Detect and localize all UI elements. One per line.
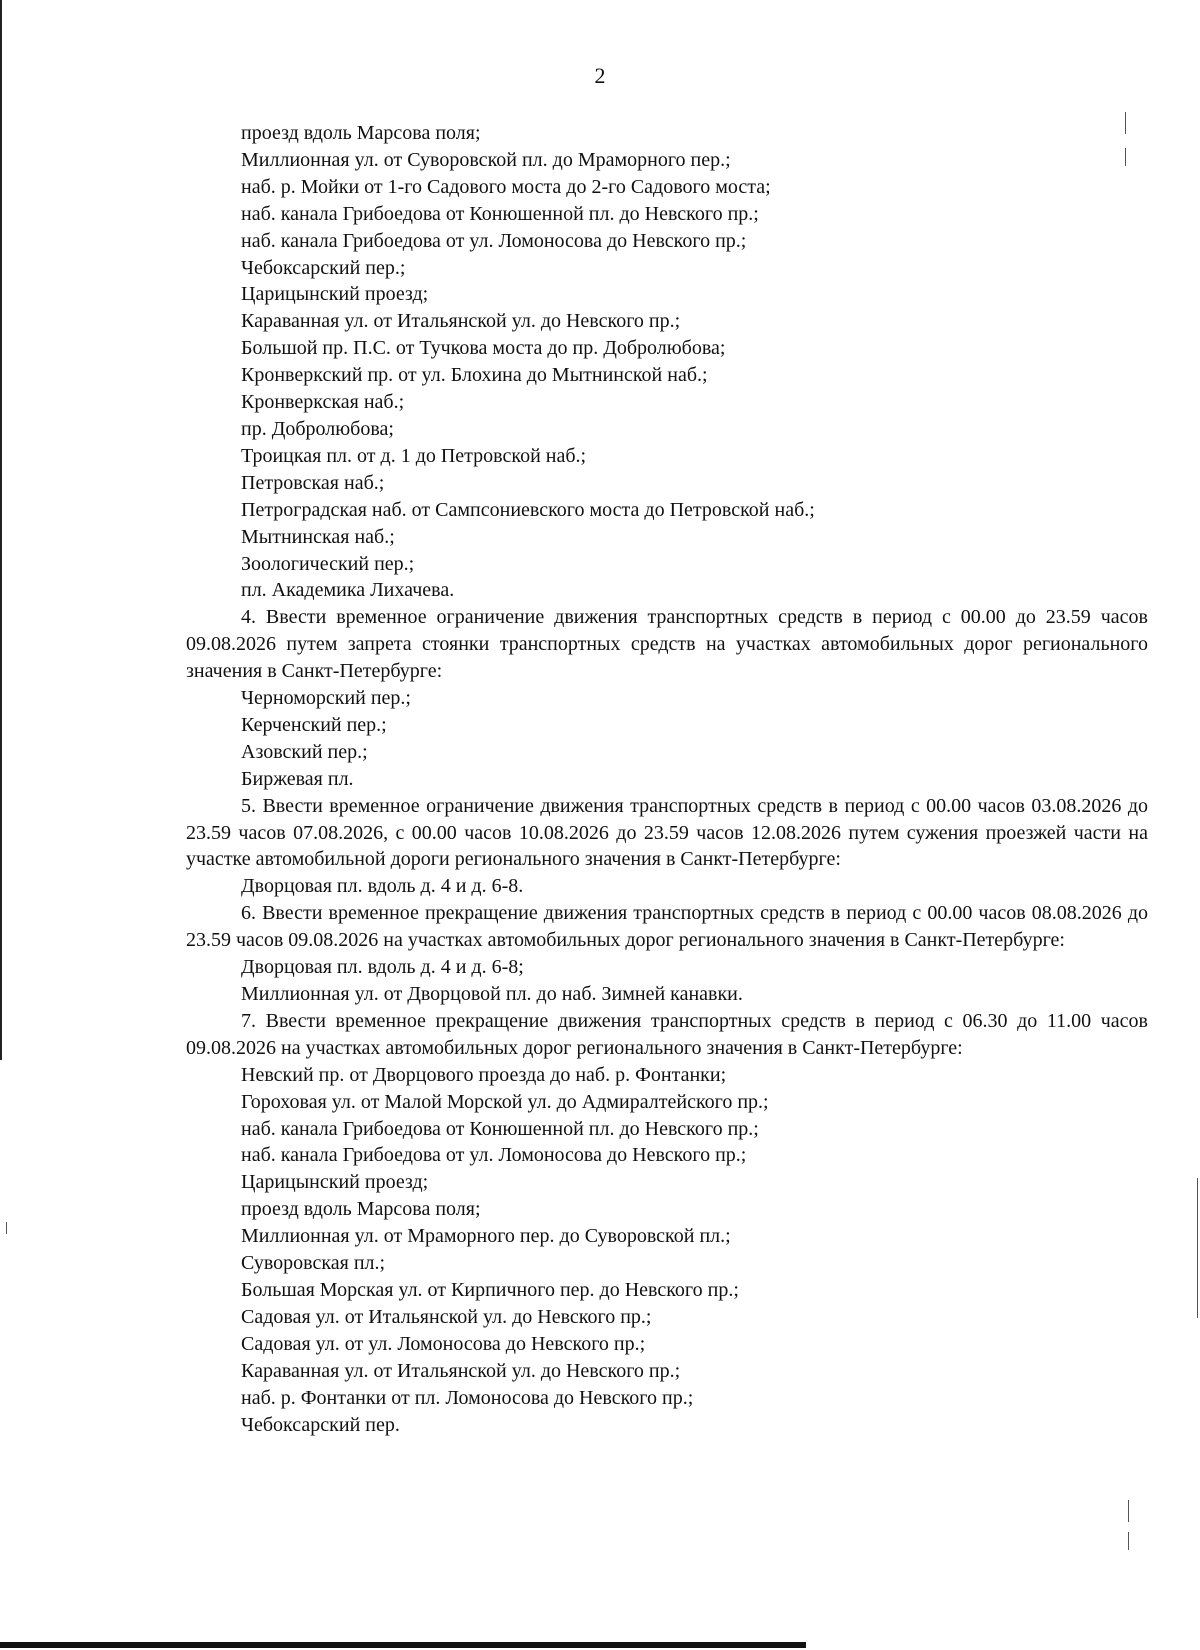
- scan-edge-left: [0, 0, 2, 1060]
- list-item: наб. канала Грибоедова от ул. Ломоносова до Невского пр.;: [241, 229, 747, 252]
- list-item: пл. Академика Лихачева.: [241, 579, 455, 602]
- list-item: проезд вдоль Марсова поля;: [241, 1198, 481, 1221]
- list-item: Караванная ул. от Итальянской ул. до Невского пр.;: [241, 1359, 681, 1382]
- scan-mark: [1125, 148, 1126, 166]
- paragraph-7: 7. Ввести временное прекращение движения транспортных средств в период с 06.30 до 11.00 часов 09.08.2026 на участках автомобильных дорог регионального значения в Санкт-Петербурге:: [186, 1009, 1148, 1059]
- list-item: наб. р. Мойки от 1-го Садового моста до 2-го Садового моста;: [241, 175, 771, 198]
- list-item: пр. Добролюбова;: [241, 417, 394, 440]
- scan-mark: [1197, 1178, 1198, 1318]
- list-item: Кронверкская наб.;: [241, 391, 405, 414]
- list-item: Дворцовая пл. вдоль д. 4 и д. 6-8;: [241, 956, 524, 979]
- list-item: Зоологический пер.;: [241, 552, 415, 575]
- list-item: Кронверкский пр. от ул. Блохина до Мытнинской наб.;: [241, 364, 708, 387]
- list-item: Садовая ул. от Итальянской ул. до Невского пр.;: [241, 1305, 652, 1328]
- list-item: Гороховая ул. от Малой Морской ул. до Адмиралтейского пр.;: [241, 1090, 769, 1113]
- list-item: наб. канала Грибоедова от ул. Ломоносова до Невского пр.;: [241, 1144, 747, 1167]
- list-item: Миллионная ул. от Суворовской пл. до Мраморного пер.;: [241, 148, 731, 171]
- scan-mark: [1125, 112, 1126, 134]
- document-body: [186, 120, 1148, 1438]
- list-item: наб. канала Грибоедова от Конюшенной пл. до Невского пр.;: [241, 202, 759, 225]
- street-list-group-1: [186, 120, 1148, 604]
- list-item: Миллионная ул. от Мраморного пер. до Суворовской пл.;: [241, 1225, 731, 1248]
- list-item: Азовский пер.;: [241, 740, 368, 763]
- list-item: Суворовская пл.;: [241, 1252, 386, 1275]
- list-item: Троицкая пл. от д. 1 до Петровской наб.;: [241, 444, 587, 467]
- list-item: наб. канала Грибоедова от Конюшенной пл. до Невского пр.;: [241, 1117, 759, 1140]
- street-list-group-6: [186, 954, 1148, 1008]
- list-item: наб. р. Фонтанки от пл. Ломоносова до Невского пр.;: [241, 1386, 694, 1409]
- list-item: Керченский пер.;: [241, 713, 387, 736]
- list-item: Петровская наб.;: [241, 471, 385, 494]
- street-list-group-7: [186, 1062, 1148, 1439]
- list-item: Большой пр. П.С. от Тучкова моста до пр. Добролюбова;: [241, 337, 726, 360]
- list-item: Биржевая пл.: [241, 767, 354, 790]
- list-item: проезд вдоль Марсова поля;: [241, 122, 481, 144]
- list-item: Чебоксарский пер.;: [241, 256, 406, 279]
- list-item: Чебоксарский пер.: [241, 1413, 400, 1436]
- list-item: Миллионная ул. от Дворцовой пл. до наб. Зимней канавки.: [241, 983, 743, 1005]
- list-item: Караванная ул. от Итальянской ул. до Невского пр.;: [241, 310, 681, 333]
- list-item: Мытнинская наб.;: [241, 525, 395, 548]
- list-item: Черноморский пер.;: [241, 687, 411, 710]
- list-item: Садовая ул. от ул. Ломоносова до Невского пр.;: [241, 1332, 646, 1355]
- list-item: Дворцовая пл. вдоль д. 4 и д. 6-8.: [241, 875, 524, 898]
- paragraph-4: 4. Ввести временное ограничение движения транспортных средств в период с 00.00 до 23.59 часов 09.08.2026 путем запрета стоянки транспортных средств на участках автомобильных дорог регионального значения в Санкт-Петербурге:: [186, 606, 1148, 683]
- street-list-group-4: [186, 685, 1148, 793]
- paragraph-5: 5. Ввести временное ограничение движения транспортных средств в период с 00.00 часов 03.08.2026 до 23.59 часов 07.08.2026, с 00.00 часов 10.08.2026 до 23.59 часов 12.08.2026 путем сужения проезжей части на участке автомобильной дороги регионального значения в Санкт-Петербурге:: [186, 794, 1148, 871]
- list-item: Царицынский проезд;: [241, 1171, 429, 1194]
- list-item: Петроградская наб. от Сампсониевского моста до Петровской наб.;: [241, 498, 815, 521]
- list-item: Большая Морская ул. от Кирпичного пер. до Невского пр.;: [241, 1278, 739, 1301]
- list-item: Царицынский проезд;: [241, 283, 429, 306]
- scan-mark: [1128, 1532, 1129, 1550]
- list-item: Невский пр. от Дворцового проезда до наб. р. Фонтанки;: [241, 1063, 727, 1086]
- paragraph-6: 6. Ввести временное прекращение движения транспортных средств в период с 00.00 часов 08.08.2026 до 23.59 часов 09.08.2026 на участках автомобильных дорог регионального значения в Санкт-Петербурге:: [186, 902, 1148, 952]
- scan-bar-bottom: [0, 1642, 806, 1648]
- street-list-group-5: [186, 873, 1148, 900]
- page-number: 2: [594, 63, 606, 88]
- scan-mark: [1128, 1500, 1129, 1522]
- scan-mark: [6, 1222, 7, 1234]
